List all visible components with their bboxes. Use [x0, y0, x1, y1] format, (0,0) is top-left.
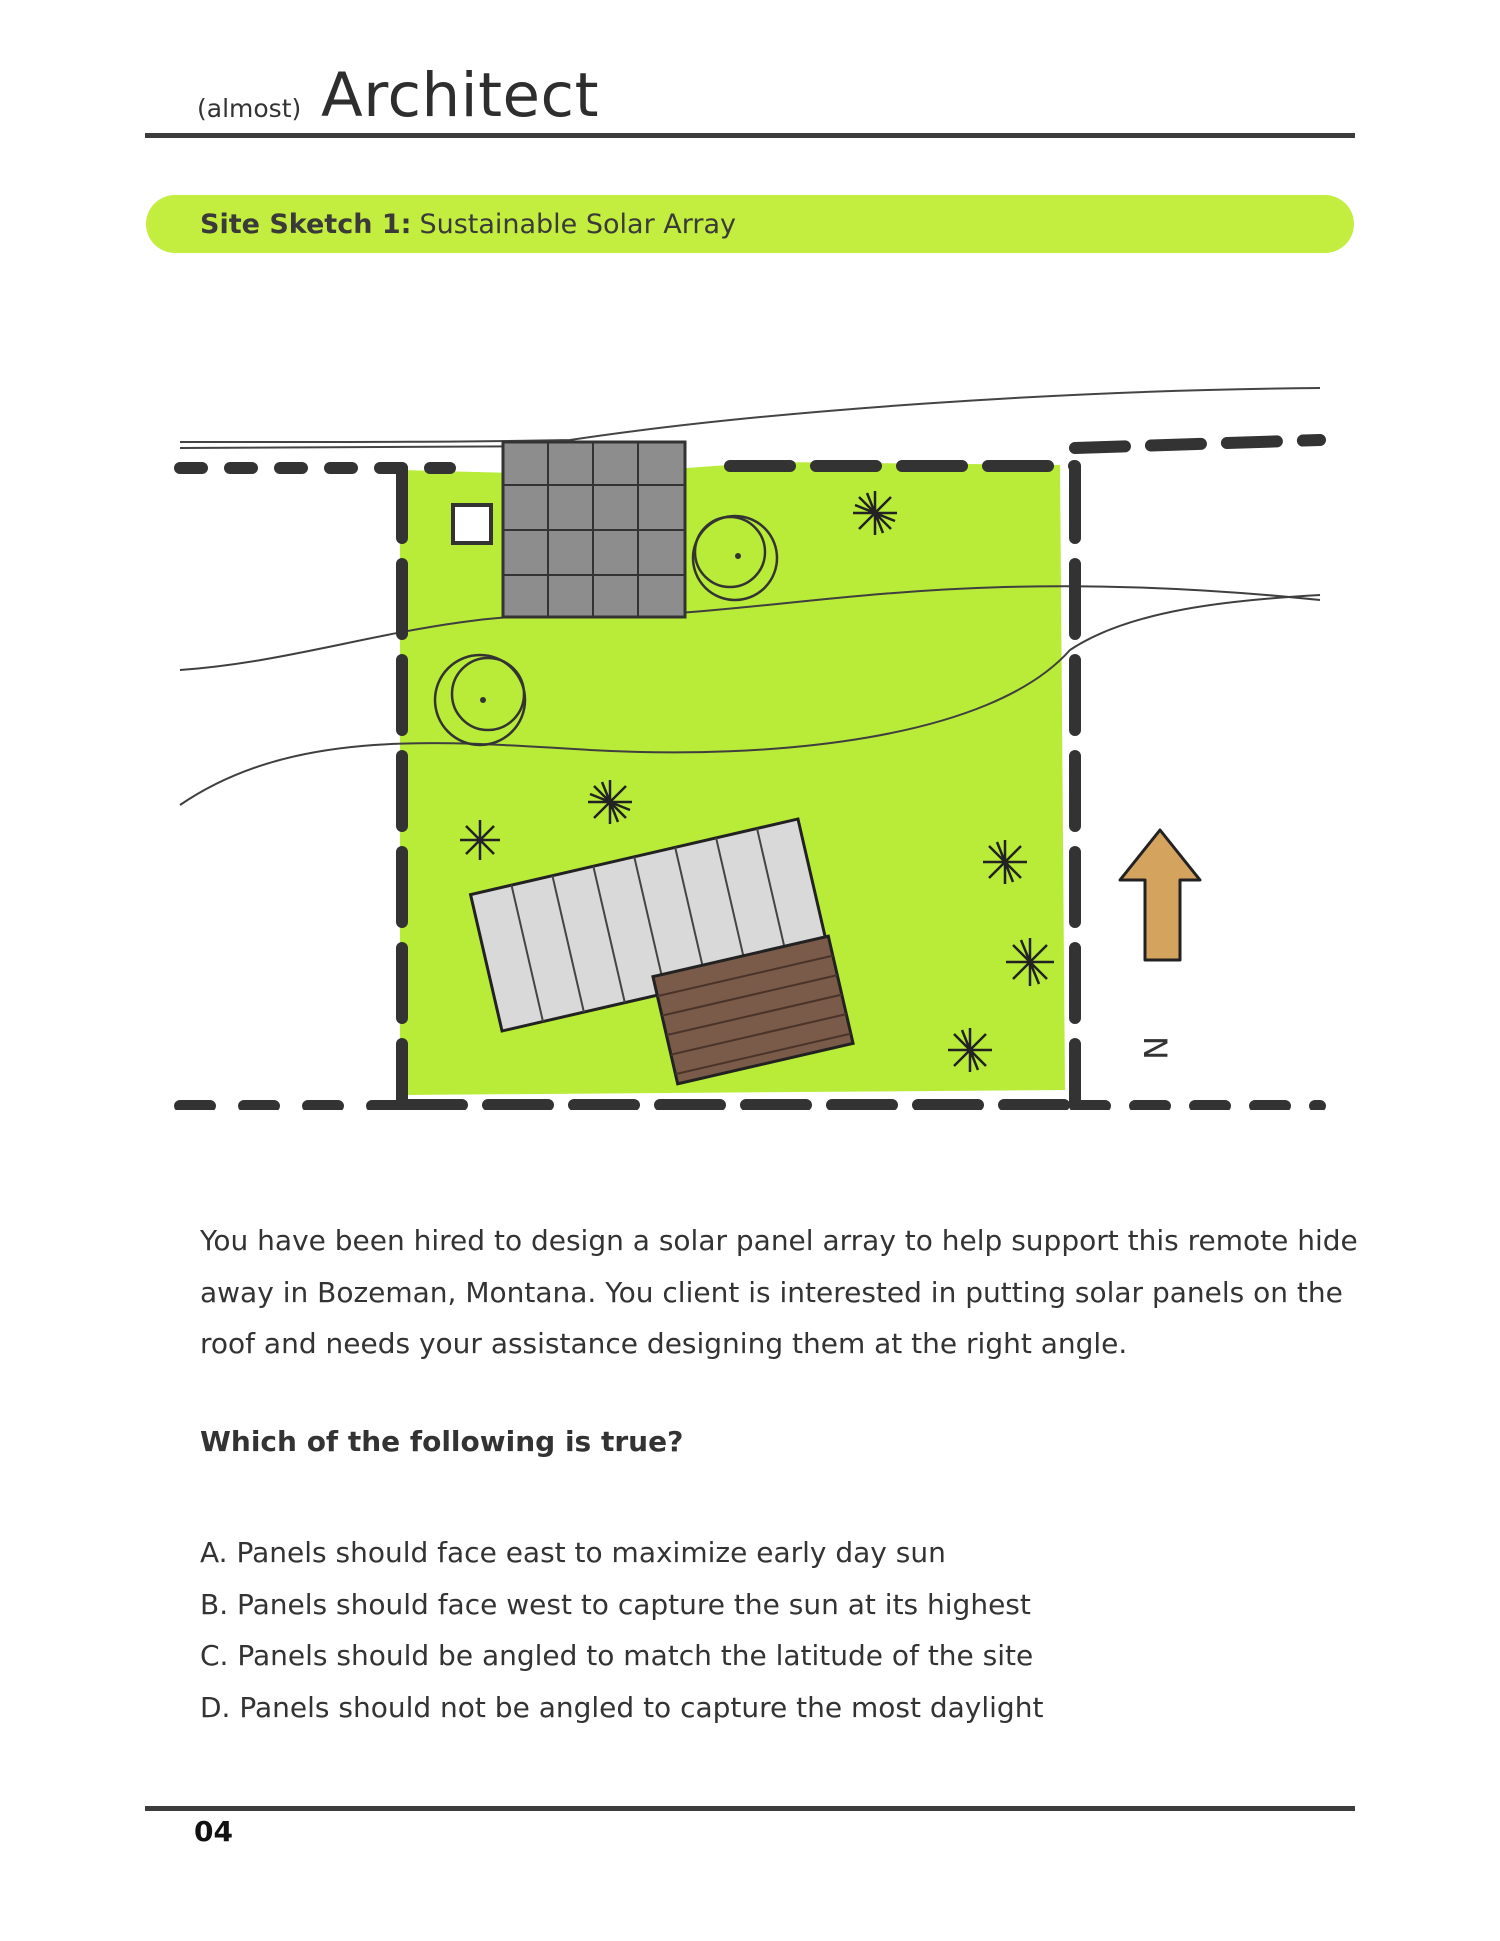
section-banner — [146, 195, 1354, 253]
question-text: Which of the following is true? — [200, 1425, 684, 1458]
answer-option: B. Panels should face west to capture the sun at its highest — [200, 1587, 1031, 1621]
answer-option: A. Panels should face east to maximize early day sun — [200, 1536, 946, 1569]
intro-paragraph: You have been hired to design a solar panel array to help support this remote hide away in Bozeman, Montana. You client is interested in putting solar panels on the roof and needs your assistance designing them at the right angle. — [200, 1224, 1358, 1360]
header-prefix: (almost) — [197, 94, 302, 123]
page-header — [145, 58, 1355, 142]
driveway — [503, 442, 685, 617]
north-arrow-icon — [1120, 830, 1200, 960]
answer-option: D. Panels should not be angled to capture the most daylight — [200, 1690, 1044, 1724]
site-sketch — [170, 370, 1330, 1110]
answer-option: C. Panels should be angled to match the latitude of the site — [200, 1639, 1034, 1672]
north-label: N — [1136, 1036, 1174, 1060]
banner-label: Site Sketch 1: — [200, 208, 412, 240]
utility-box — [453, 505, 491, 543]
header-title: Architect — [321, 60, 600, 131]
header-rule — [145, 133, 1355, 138]
page-number: 04 — [194, 1815, 233, 1848]
answer-options — [200, 1527, 1043, 1733]
banner-text: Sustainable Solar Array — [419, 208, 736, 240]
footer-rule — [145, 1806, 1355, 1811]
